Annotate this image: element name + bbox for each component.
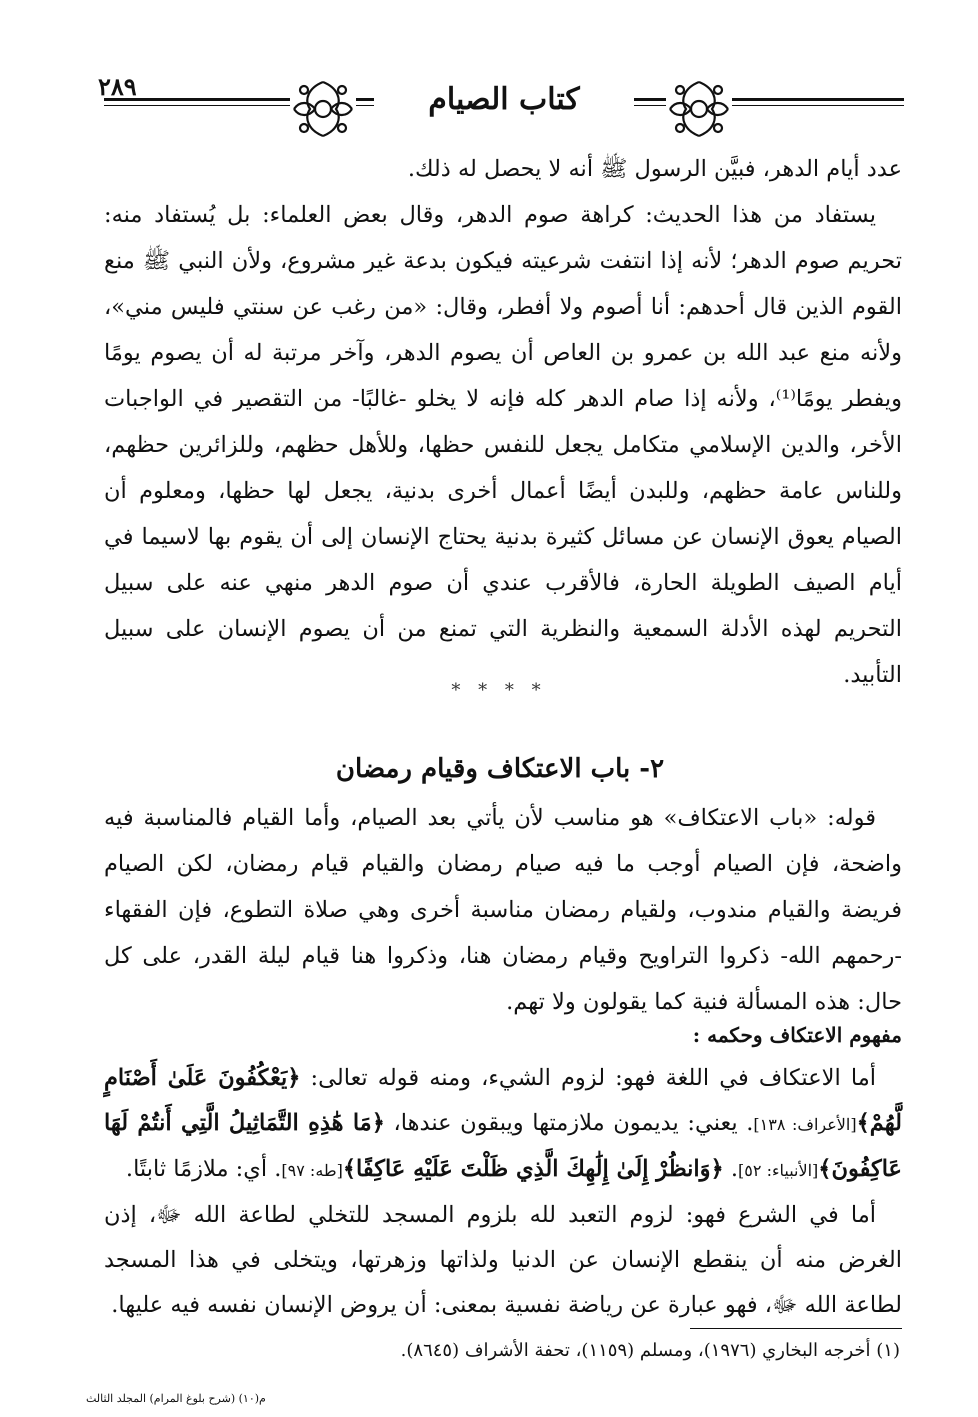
- page-header: [98, 72, 904, 142]
- paragraph: عدد أيام الدهر، فبيَّن الرسول ﷺ أنه لا يحصل له ذلك.: [407, 156, 902, 182]
- chapter-heading: ٢- باب الاعتكاف وقيام رمضان: [335, 754, 665, 784]
- text-run: .: [723, 1156, 739, 1182]
- volume-note: م(١٠) (شرح بلوغ المرام) المجلد الثالث: [86, 1392, 266, 1405]
- section-body: [104, 146, 902, 698]
- ornament-icon: [290, 76, 356, 142]
- quran-verse: ﴿مَا هَٰذِهِ التَّمَاثِيلُ الَّتِي أَنتُمْ لَهَا عَاكِفُونَ﴾: [104, 1110, 902, 1182]
- page-number: ٢٨٩: [98, 72, 137, 101]
- footnote-divider: [690, 1328, 902, 1329]
- paragraph: قوله: «باب الاعتكاف» هو مناسب لأن يأتي بعد الصيام، وأما القيام فالمناسبة فيه واضحة، فإن الصيام أوجب ما فيه صيام رمضان والقيام قيام رمضان، لكن الصيام فريضة والقيام مندوب، ولقيام رمضان مناسبة أخرى وهي صلاة التطوع، فإن الفقهاء -رحمهم الله- ذكروا التراويح وقيام رمضان هنا، وذكروا هنا قيام ليلة القدر، على كل حال: هذه المسألة فنية كما يقولون ولا تهم.: [104, 805, 902, 1015]
- paragraph: يستفاد من هذا الحديث: كراهة صوم الدهر، وقال بعض العلماء: بل يُستفاد منه: تحريم صوم الدهر؛ لأنه إذا انتفت شرعيته فيكون بدعة غير مشروع، ولأن النبي ﷺ منع القوم الذين قال أحدهم: أنا أصوم ولا أفطر، وقال: «من رغب عن سنتي فليس مني»، ولأنه منع عبد الله بن عمرو بن العاص أن يصوم الدهر، وآخر مرتبة له أن يصوم يومًا ويفطر يومًا⁽¹⁾، ولأنه إذا صام الدهر كله فإنه لا يخلو -غالبًا- من التقصير في الواجبات الأخر، والدين الإسلامي متكامل يجعل للنفس حظها، وللأهل حظهم، وللزائرين حظهم، وللناس عامة حظهم، وللبدن أيضًا أعمال أخرى بدنية، يجعل لها حظها، ومعلوم أن الصيام يعوق الإنسان عن مسائل كثيرة بدنية يحتاج الإنسان إلى أن يقوم بها لاسيما في أيام الصيف الطويلة الحارة، فالأقرب عندي أن صوم الدهر منهي عنه على سبيل التحريم لهذه الأدلة السمعية والنظرية التي تمنع من أن يصوم الإنسان على سبيل التأبيد.: [104, 202, 902, 688]
- section-separator: * * * *: [451, 680, 547, 701]
- verse-reference: [الأنبياء: ٥٢]: [738, 1161, 819, 1180]
- ornament-icon: [666, 76, 732, 142]
- verse-reference: [الأعراف: ١٣٨]: [753, 1115, 857, 1134]
- chapter-intro: [104, 795, 902, 1025]
- text-run: أما الاعتكاف في اللغة فهو: لزوم الشيء، ومنه قوله تعالى:: [300, 1065, 876, 1091]
- paragraph: [104, 1056, 902, 1193]
- text-run: . يعني: يديمون ملازمتها ويبقون عندها،: [384, 1110, 754, 1136]
- quran-verse: ﴿وَانظُرْ إِلَىٰ إِلَٰهِكَ الَّذِي ظَلْتَ عَلَيْهِ عَاكِفًا﴾: [342, 1156, 724, 1182]
- subheading: مفهوم الاعتكاف وحكمه :: [692, 1023, 902, 1047]
- running-title: كتاب الصيام: [374, 82, 634, 117]
- text-run: . أي: ملازمًا ثابتًا.: [125, 1156, 282, 1182]
- chapter-body: [104, 1056, 902, 1328]
- verse-reference: [طه: ٩٧]: [281, 1161, 343, 1180]
- paragraph: أما في الشرع فهو: لزوم التعبد لله بلزوم المسجد للتخلي لطاعة الله ﷻ، إذن الغرض منه أن ينقطع الإنسان عن الدنيا ولذاتها وزهرتها، ويتخلى في هذا المسجد لطاعة الله ﷻ، فهو عبارة عن رياضة نفسية بمعنى: أن يروض الإنسان نفسه فيه عليها.: [104, 1202, 902, 1318]
- footnote: (١) أخرجه البخاري (١٩٧٦)، ومسلم (١١٥٩)، تحفة الأشراف (٨٦٤٥).: [400, 1340, 900, 1361]
- quran-verse: ﴿يَعْكُفُونَ عَلَىٰ أَصْنَامٍ لَّهُمْ﴾: [104, 1065, 902, 1136]
